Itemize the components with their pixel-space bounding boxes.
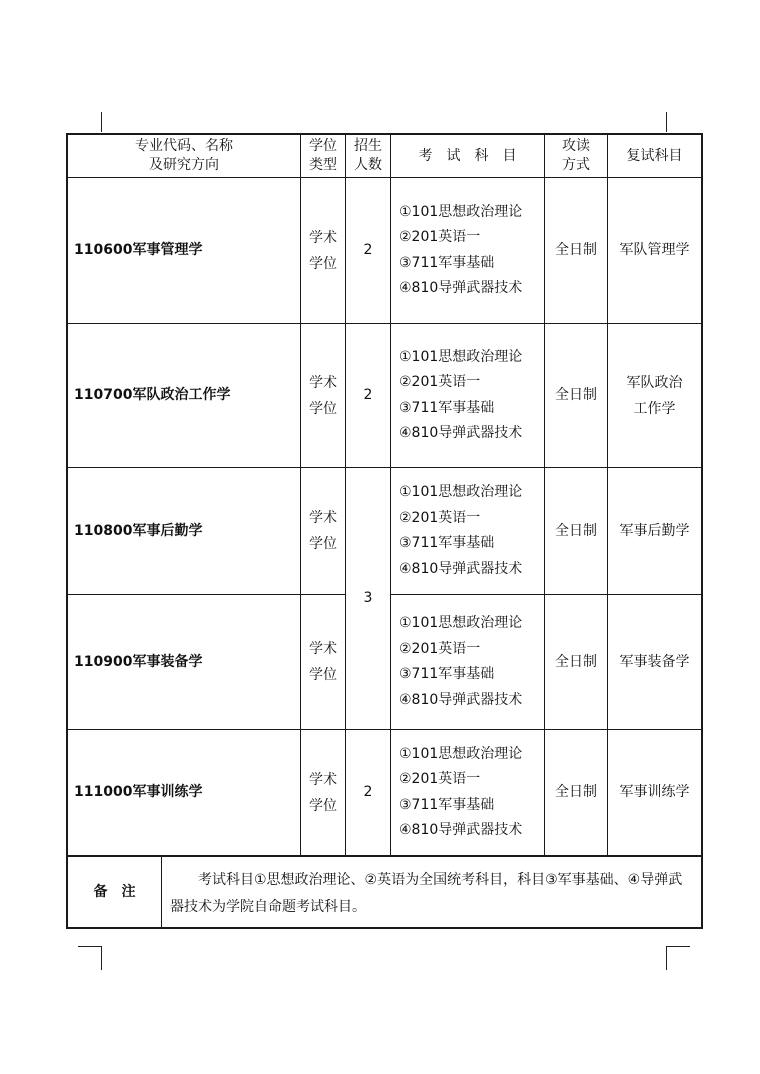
study-mode-cell: 全日制 bbox=[555, 387, 597, 403]
study-mode-cell: 全日制 bbox=[555, 653, 597, 670]
exam-subject: ④810导弹武器技术 bbox=[399, 280, 523, 296]
crop-mark bbox=[101, 112, 102, 132]
remarks-text: 考试科目①思想政治理论、②英语为全国统考科目，科目③军事基础、④导弹武器技术为学院自命题考试科目。 bbox=[170, 872, 683, 915]
retest-cell: 军事后勤学 bbox=[619, 522, 690, 539]
exam-subject: ③711军事基础 bbox=[399, 535, 495, 551]
remarks-label: 备 注 bbox=[93, 883, 136, 900]
exam-subjects-cell bbox=[391, 595, 544, 729]
exam-subjects-cell bbox=[391, 730, 544, 855]
exam-subject: ③711军事基础 bbox=[399, 796, 495, 813]
enrollment-cell: 2 bbox=[363, 242, 373, 258]
study-mode-cell: 全日制 bbox=[555, 242, 597, 258]
study-mode-cell: 全日制 bbox=[555, 784, 597, 800]
exam-subject: ③711军事基础 bbox=[399, 399, 495, 416]
exam-subject: ③711军事基础 bbox=[399, 666, 495, 682]
exam-subjects-cell bbox=[391, 468, 544, 594]
enrollment-cell: 2 bbox=[363, 387, 373, 403]
retest-cell: 军事训练学 bbox=[619, 784, 690, 800]
exam-subject: ②201英语一 bbox=[399, 229, 481, 245]
retest-cell: 军队政治 工作学 bbox=[626, 374, 683, 417]
crop-mark bbox=[78, 946, 102, 947]
exam-subject: ③711军事基础 bbox=[399, 254, 495, 271]
exam-subject: ④810导弹武器技术 bbox=[399, 691, 523, 708]
crop-mark bbox=[666, 112, 667, 132]
major-cell: 110900军事装备学 bbox=[74, 653, 203, 670]
exam-subject: ②201英语一 bbox=[399, 374, 481, 390]
degree-type-cell: 学术 学位 bbox=[309, 641, 337, 683]
exam-subject: ①101思想政治理论 bbox=[399, 745, 523, 762]
header-enrollment: 招生 人数 bbox=[354, 138, 382, 173]
table-border-right bbox=[701, 133, 703, 929]
exam-subjects-cell bbox=[391, 178, 544, 323]
exam-subject: ①101思想政治理论 bbox=[399, 348, 523, 365]
header-study-mode: 攻读 方式 bbox=[562, 138, 590, 173]
exam-subject: ④810导弹武器技术 bbox=[399, 822, 523, 838]
exam-subject: ④810导弹武器技术 bbox=[399, 425, 523, 441]
crop-mark bbox=[666, 946, 690, 947]
exam-subject: ②201英语一 bbox=[399, 771, 481, 787]
exam-subject: ④810导弹武器技术 bbox=[399, 560, 523, 577]
crop-mark bbox=[666, 946, 667, 970]
degree-type-cell: 学术 学位 bbox=[309, 229, 337, 272]
exam-subject: ①101思想政治理论 bbox=[399, 203, 523, 220]
degree-type-cell: 学术 学位 bbox=[309, 771, 337, 814]
retest-cell: 军事装备学 bbox=[619, 653, 690, 670]
header-major: 专业代码、名称 及研究方向 bbox=[135, 138, 233, 173]
header-exam-subjects: 考 试 科 目 bbox=[418, 147, 517, 164]
crop-mark bbox=[101, 946, 102, 970]
major-cell: 110800军事后勤学 bbox=[74, 522, 203, 539]
degree-type-cell: 学术 学位 bbox=[309, 510, 337, 552]
exam-subject: ①101思想政治理论 bbox=[399, 484, 523, 500]
retest-cell: 军队管理学 bbox=[619, 242, 690, 258]
enrollment-cell: 2 bbox=[363, 784, 373, 800]
exam-subject: ①101思想政治理论 bbox=[399, 615, 523, 631]
header-retest-subject: 复试科目 bbox=[626, 147, 683, 164]
exam-subject: ②201英语一 bbox=[399, 640, 481, 657]
exam-subjects-cell bbox=[391, 324, 544, 467]
major-cell: 110600军事管理学 bbox=[74, 242, 203, 258]
major-cell: 110700军队政治工作学 bbox=[74, 387, 231, 403]
study-mode-cell: 全日制 bbox=[555, 522, 597, 539]
degree-type-cell: 学术 学位 bbox=[309, 374, 337, 417]
header-degree-type: 学位 类型 bbox=[309, 138, 337, 173]
major-cell: 111000军事训练学 bbox=[74, 784, 203, 800]
merged-enrollment-cell: 3 bbox=[363, 590, 373, 606]
exam-subject: ②201英语一 bbox=[399, 509, 481, 526]
